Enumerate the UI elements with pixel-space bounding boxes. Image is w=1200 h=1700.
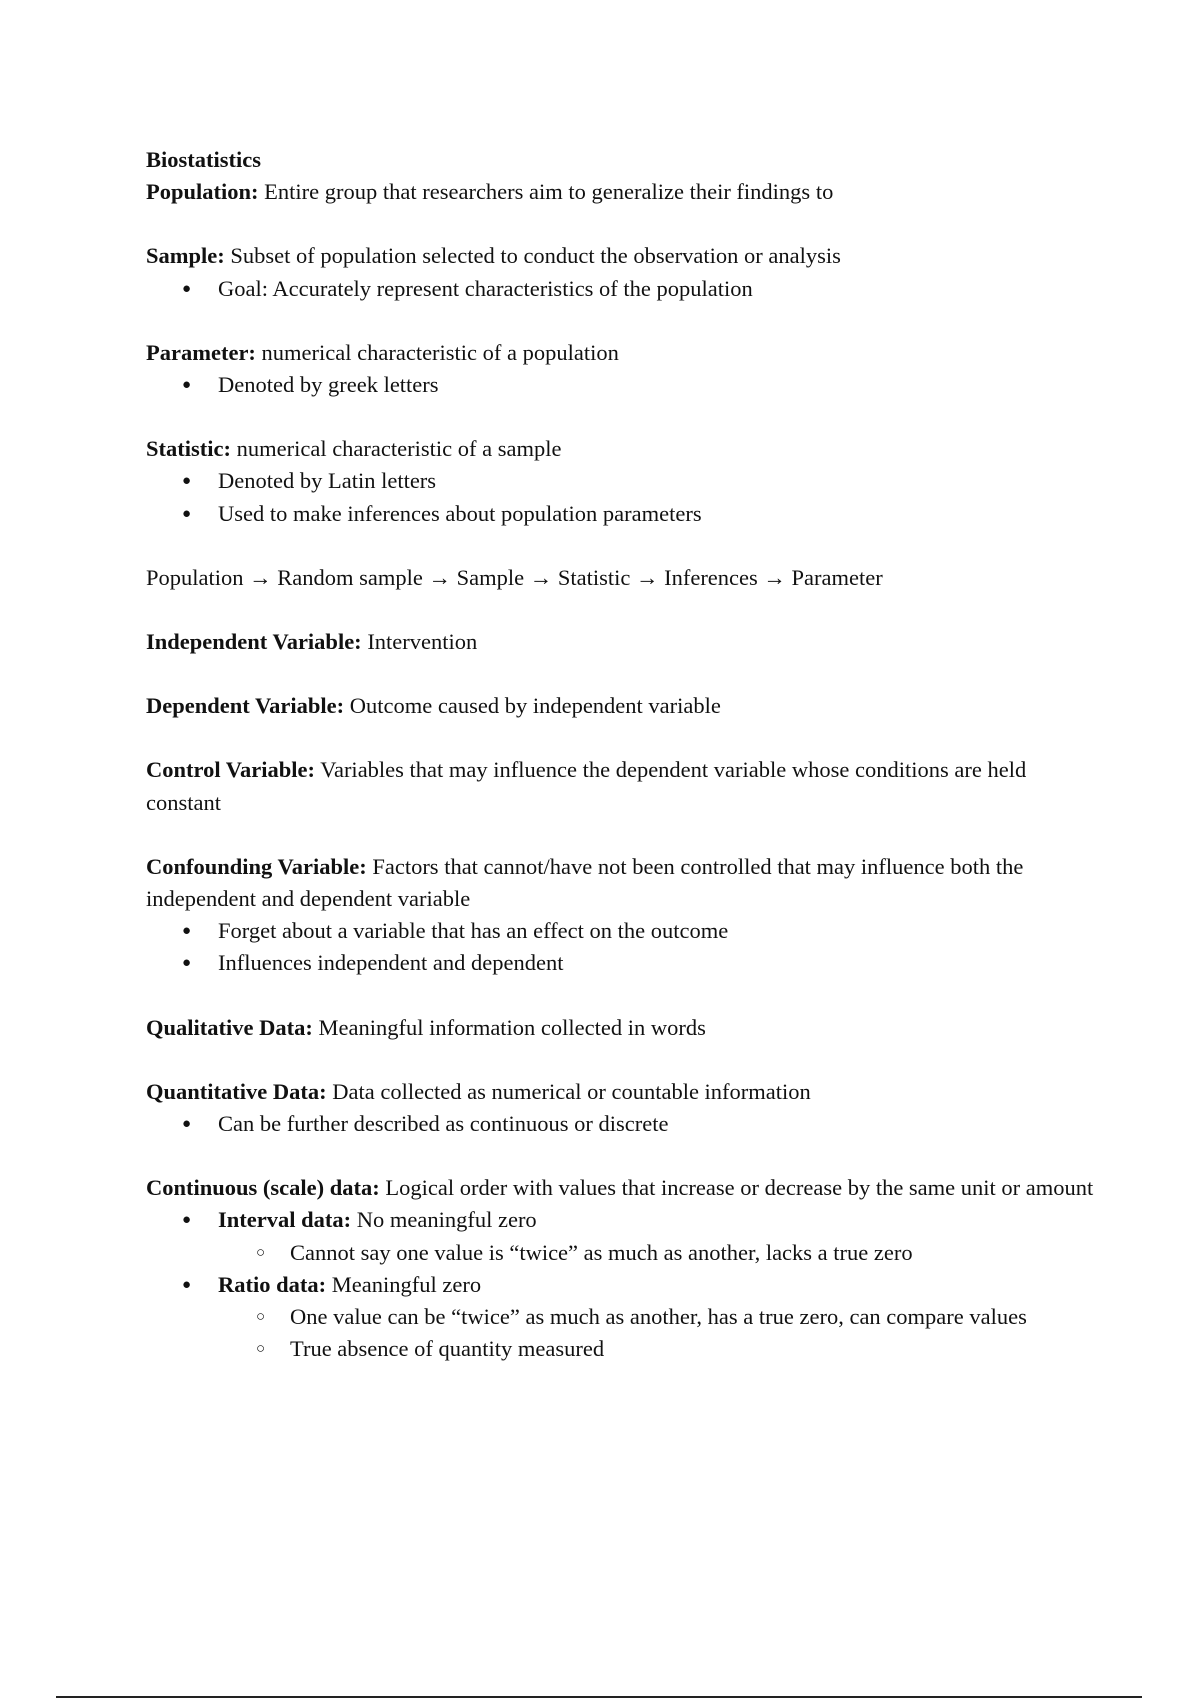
definition-qualitative-data (146, 1012, 1096, 1044)
definition-dependent-variable (146, 690, 1096, 722)
interval-sub-list (218, 1237, 1096, 1269)
ratio-sub-list (218, 1301, 1096, 1365)
definition-continuous-data (146, 1172, 1096, 1204)
sample-bullet-list (146, 273, 1096, 305)
spacer (146, 530, 1096, 562)
definition-independent-variable (146, 626, 1096, 658)
list-item-interval-data (146, 1204, 1096, 1268)
spacer (146, 1044, 1096, 1076)
term-label: Dependent Variable: (146, 693, 345, 719)
spacer (146, 1140, 1096, 1172)
definition-text: Entire group that researchers aim to generalize their findings to (258, 179, 834, 205)
definition-text: Variables that may influence the dependent variable whose conditions are held constant (146, 757, 1027, 815)
definition-text: Factors that cannot/have not been controlled that may influence both the independent and dependent variable (146, 853, 1024, 912)
spacer (146, 401, 1096, 433)
definition-text: numerical characteristic of a population (255, 339, 619, 365)
quantitative-bullet-list (146, 1108, 1096, 1140)
list-item: ● Denoted by Latin letters (146, 465, 1096, 497)
term-label: Parameter: (146, 339, 256, 365)
list-item: ● Can be further described as continuous or discrete (146, 1108, 1096, 1140)
term-label: Qualitative Data: (146, 1014, 313, 1040)
list-item: ● Influences independent and dependent (146, 947, 1096, 979)
spacer (146, 722, 1096, 754)
page-title: Biostatistics (146, 147, 261, 172)
term-label: Confounding Variable: (146, 853, 367, 879)
list-item: ● Denoted by greek letters (146, 369, 1096, 401)
sub-list-item: ○ Cannot say one value is “twice” as much as another, lacks a true zero (218, 1237, 1096, 1269)
term-label: Population: (146, 179, 259, 205)
spacer (146, 980, 1096, 1012)
definition-statistic (146, 433, 1096, 465)
definition-text: Data collected as numerical or countable information (326, 1078, 811, 1104)
definition-confounding-variable (146, 851, 1096, 915)
list-item: ● Goal: Accurately represent characteristics of the population (146, 273, 1096, 305)
definition-text: Meaningful information collected in words (312, 1014, 706, 1040)
statistic-bullet-list (146, 465, 1096, 529)
confounding-bullet-list (146, 915, 1096, 979)
definition-text: Outcome caused by independent variable (344, 693, 721, 719)
spacer (146, 658, 1096, 690)
document-body (146, 144, 1096, 1365)
term-label: Independent Variable: (146, 629, 362, 655)
term-label: Sample: (146, 243, 225, 269)
term-label: Continuous (scale) data: (146, 1175, 380, 1201)
list-item: ● Forget about a variable that has an effect on the outcome (146, 915, 1096, 947)
sub-list-item: ○ True absence of quantity measured (218, 1333, 1096, 1365)
term-label: Ratio data: (218, 1271, 327, 1297)
page-bottom-rule (56, 1696, 1142, 1698)
definition-text: Logical order with values that increase or decrease by the same unit or amount (379, 1175, 1094, 1201)
spacer (146, 305, 1096, 337)
definition-parameter (146, 337, 1096, 369)
term-label: Control Variable: (146, 757, 315, 783)
definition-text: Subset of population selected to conduct the observation or analysis (224, 243, 841, 269)
definition-text: Intervention (361, 629, 478, 655)
spacer (146, 819, 1096, 851)
definition-text: No meaningful zero (351, 1207, 537, 1233)
list-item-ratio-data (146, 1269, 1096, 1366)
term-label: Interval data: (218, 1207, 352, 1233)
list-item: ● Used to make inferences about population parameters (146, 498, 1096, 530)
spacer (146, 208, 1096, 240)
definition-sample (146, 240, 1096, 272)
definition-control-variable (146, 754, 1096, 818)
sub-list-item: ○ One value can be “twice” as much as another, has a true zero, can compare values (218, 1301, 1096, 1333)
definition-text: Meaningful zero (326, 1271, 482, 1297)
definition-text: numerical characteristic of a sample (230, 436, 562, 462)
spacer (146, 594, 1096, 626)
definition-quantitative-data (146, 1076, 1096, 1108)
continuous-bullet-list (146, 1204, 1096, 1365)
term-label: Statistic: (146, 436, 231, 462)
parameter-bullet-list (146, 369, 1096, 401)
definition-population (146, 176, 1096, 208)
inference-flow: Population → Random sample → Sample → Statistic → Inferences → Parameter (146, 564, 883, 590)
term-label: Quantitative Data: (146, 1078, 327, 1104)
